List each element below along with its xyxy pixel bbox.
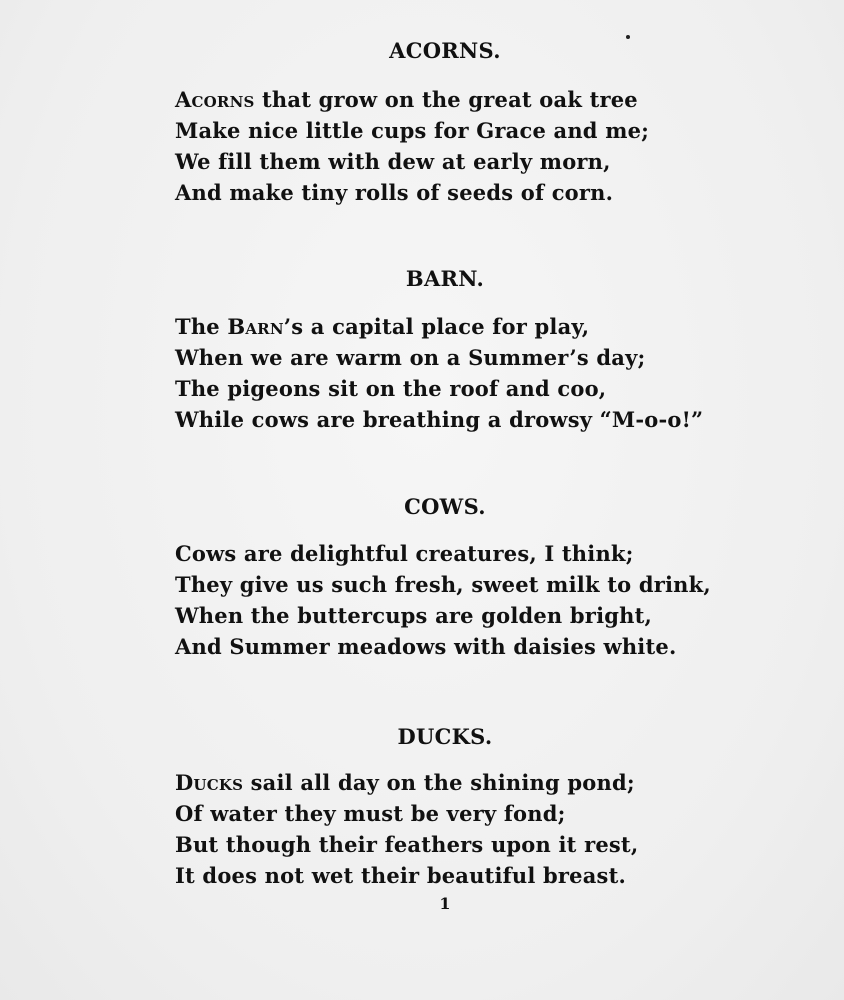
poem-line — [175, 146, 815, 177]
poem-line — [175, 342, 815, 373]
line-text: And make tiny rolls of seeds of corn. — [175, 180, 614, 205]
lead-word: Acorns — [175, 87, 255, 112]
line-text: sail all day on the shining pond; — [243, 770, 635, 795]
line-text: Cows are delightful creatures, I think; — [175, 541, 634, 566]
poem-line — [175, 311, 815, 342]
poem-line — [175, 84, 815, 115]
stanza-ducks — [175, 767, 815, 891]
line-text: Of water they must be very fond; — [175, 801, 566, 826]
poem-title-ducks: DUCKS. — [397, 724, 493, 749]
poem-line — [175, 538, 815, 569]
poem-line — [175, 569, 815, 600]
poem-line — [175, 631, 815, 662]
poem-line — [175, 404, 815, 435]
line-text: And Summer meadows with daisies white. — [175, 634, 677, 659]
poem-line — [175, 829, 815, 860]
line-text: The — [175, 314, 228, 339]
lead-word: Ducks — [175, 770, 244, 795]
poem-line — [175, 177, 815, 208]
lead-word: Barn — [227, 314, 284, 339]
line-text: ’s a capital place for play, — [283, 314, 590, 339]
poem-line — [175, 115, 815, 146]
poem-title-acorns: ACORNS. — [389, 38, 501, 63]
line-text: It does not wet their beautiful breast. — [175, 863, 626, 888]
line-text: We fill them with dew at early morn, — [175, 149, 611, 174]
poem-line — [175, 860, 815, 891]
line-text: They give us such fresh, sweet milk to drink, — [175, 572, 711, 597]
poem-line — [175, 600, 815, 631]
line-text: When we are warm on a Summer’s day; — [175, 345, 646, 370]
poem-title-barn: BARN. — [405, 266, 485, 291]
poem-line — [175, 373, 815, 404]
line-text: But though their feathers upon it rest, — [175, 832, 639, 857]
stanza-barn — [175, 311, 815, 435]
stanza-cows — [175, 538, 815, 662]
page-number: 1 — [439, 894, 451, 913]
stanza-acorns — [175, 84, 815, 208]
line-text: that grow on the great oak tree — [254, 87, 638, 112]
poem-line — [175, 767, 815, 798]
line-text: When the buttercups are golden bright, — [175, 603, 653, 628]
line-text: Make nice little cups for Grace and me; — [175, 118, 650, 143]
line-text: While cows are breathing a drowsy “M-o-o!” — [175, 407, 704, 432]
poem-title-cows: COWS. — [404, 494, 486, 519]
poem-line — [175, 798, 815, 829]
line-text: The pigeons sit on the roof and coo, — [175, 376, 607, 401]
